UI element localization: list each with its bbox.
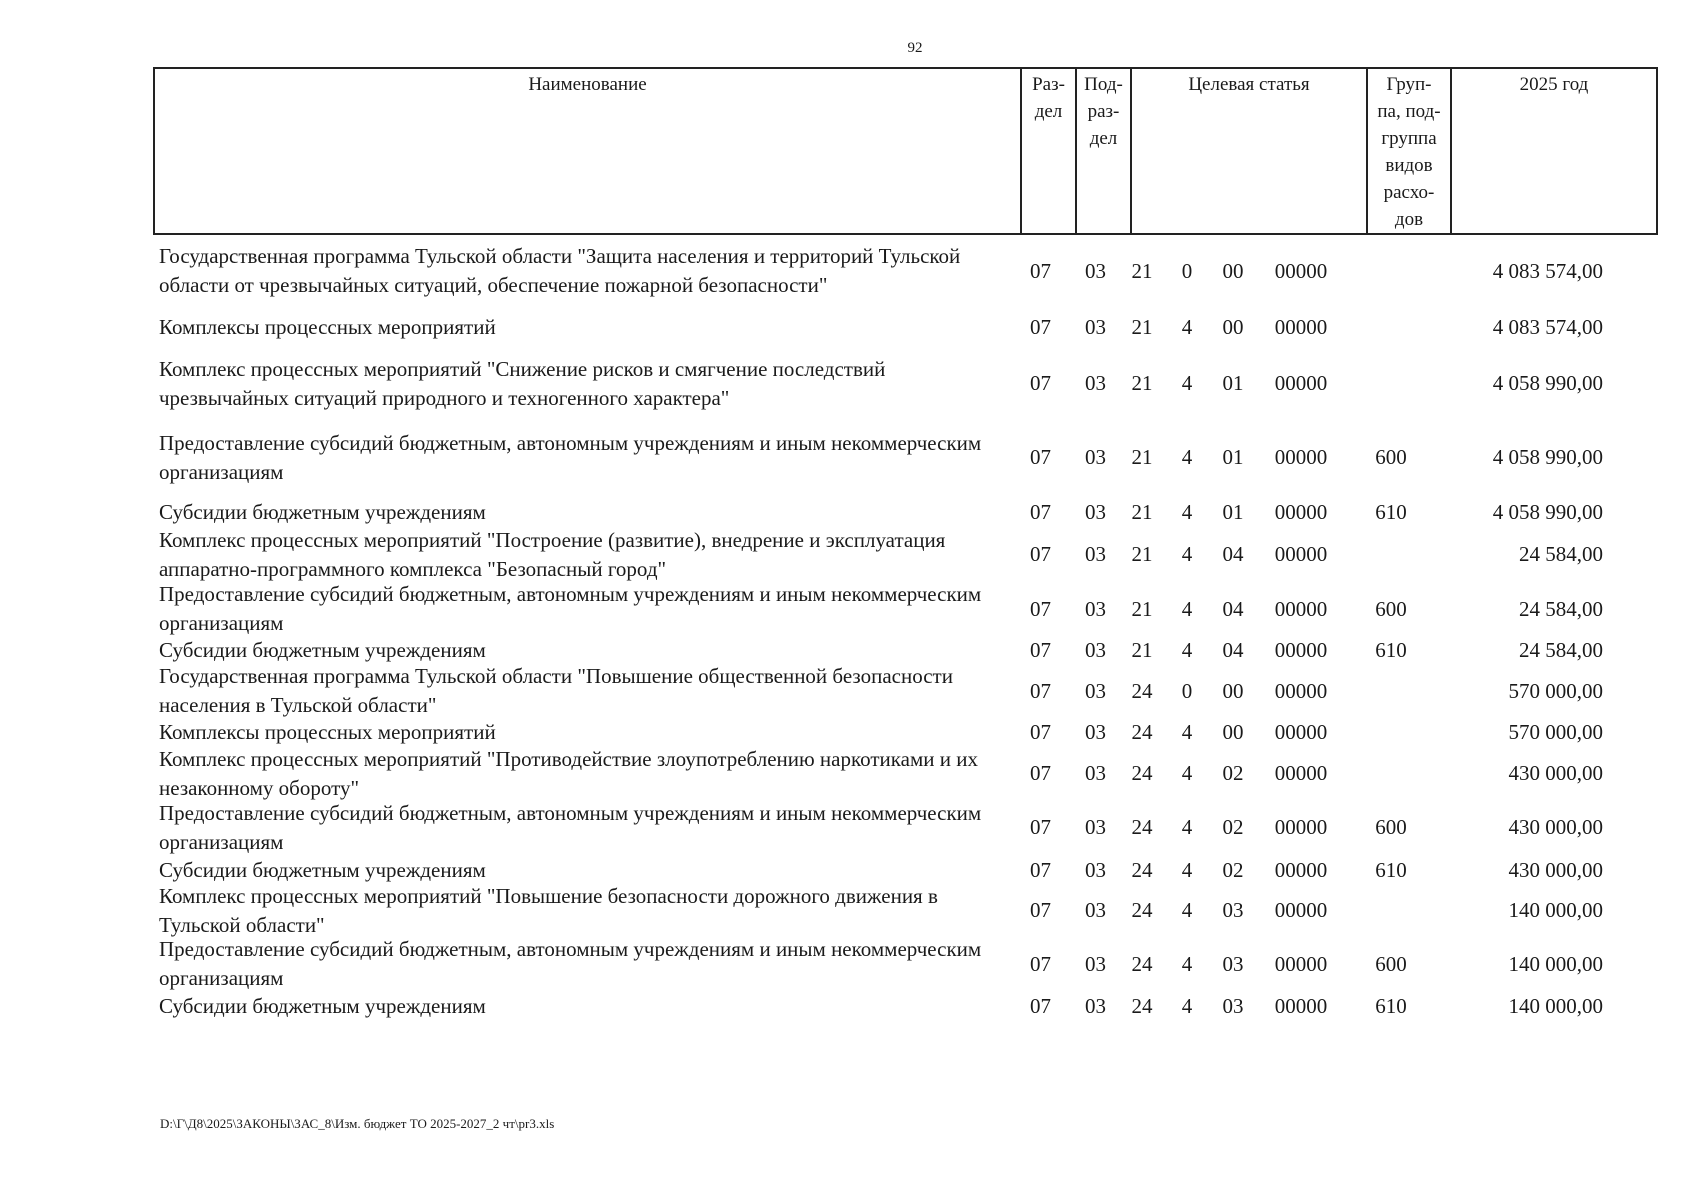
cell-name: Предоставление субсидий бюджетным, автономным учреждениям и иным некоммерческим организациям xyxy=(159,800,982,854)
cell-amount: 4 058 990,00 xyxy=(1492,371,1603,395)
header-name: Наименование xyxy=(154,68,1021,234)
cell-target-type: 4 xyxy=(1181,596,1193,621)
cell-expense-group: 610 xyxy=(1375,499,1407,524)
cell-target-subtype: 00 xyxy=(1222,258,1244,283)
cell-target-type: 4 xyxy=(1181,994,1193,1018)
cell-target-program: 24 xyxy=(1131,815,1153,839)
cell-target-direction: 00000 xyxy=(1274,719,1328,744)
cell-name: Субсидии бюджетным учреждениям xyxy=(159,994,486,1018)
cell-amount: 24 584,00 xyxy=(1519,638,1603,662)
cell-amount: 4 058 990,00 xyxy=(1492,499,1603,524)
cell-target-direction: 00000 xyxy=(1274,951,1328,976)
table-row xyxy=(153,992,1653,1021)
cell-target-type: 4 xyxy=(1181,761,1193,785)
cell-target-program: 24 xyxy=(1131,678,1153,703)
cell-target-type: 0 xyxy=(1181,678,1193,703)
cell-amount: 24 584,00 xyxy=(1519,542,1603,566)
header-razdel: Раз- дел xyxy=(1021,68,1076,234)
table-row xyxy=(153,349,1653,418)
cell-razdel: 07 xyxy=(1030,445,1051,469)
cell-podrazdel: 03 xyxy=(1085,596,1106,621)
cell-amount: 570 000,00 xyxy=(1508,678,1603,703)
cell-target-subtype: 01 xyxy=(1222,371,1244,395)
cell-target-type: 0 xyxy=(1181,258,1193,283)
cell-amount: 4 083 574,00 xyxy=(1492,258,1603,283)
cell-amount: 570 000,00 xyxy=(1508,719,1603,744)
cell-expense-group: 610 xyxy=(1375,638,1407,662)
cell-amount: 430 000,00 xyxy=(1508,815,1603,839)
cell-target-direction: 00000 xyxy=(1274,857,1328,882)
cell-target-subtype: 02 xyxy=(1222,857,1244,882)
cell-razdel: 07 xyxy=(1030,542,1051,566)
cell-target-direction: 00000 xyxy=(1274,678,1328,703)
cell-target-program: 24 xyxy=(1131,994,1153,1018)
cell-razdel: 07 xyxy=(1030,857,1051,882)
cell-razdel: 07 xyxy=(1030,258,1051,283)
cell-amount: 140 000,00 xyxy=(1508,898,1603,922)
cell-razdel: 07 xyxy=(1030,719,1051,744)
cell-name: Государственная программа Тульской области "Повышение общественной безопасности населения в Тульской области" xyxy=(159,664,953,717)
cell-target-subtype: 04 xyxy=(1222,542,1244,566)
cell-target-direction: 00000 xyxy=(1274,761,1328,785)
cell-target-type: 4 xyxy=(1181,371,1193,395)
cell-target-direction: 00000 xyxy=(1274,994,1328,1018)
cell-name: Комплекс процессных мероприятий "Противодействие злоупотреблению наркотиками и их незаконному обороту" xyxy=(159,746,978,800)
table-body xyxy=(153,236,1653,1021)
cell-target-subtype: 02 xyxy=(1222,815,1244,839)
table-row xyxy=(153,747,1653,800)
cell-target-program: 24 xyxy=(1131,857,1153,882)
cell-amount: 140 000,00 xyxy=(1508,951,1603,976)
cell-podrazdel: 03 xyxy=(1085,499,1106,524)
cell-razdel: 07 xyxy=(1030,638,1051,662)
cell-razdel: 07 xyxy=(1030,898,1051,922)
cell-target-direction: 00000 xyxy=(1274,815,1328,839)
cell-expense-group: 600 xyxy=(1375,596,1407,621)
cell-podrazdel: 03 xyxy=(1085,898,1106,922)
cell-target-direction: 00000 xyxy=(1274,898,1328,922)
cell-target-program: 24 xyxy=(1131,719,1153,744)
table-row xyxy=(153,665,1653,717)
cell-amount: 24 584,00 xyxy=(1519,596,1603,621)
cell-target-direction: 00000 xyxy=(1274,315,1328,339)
cell-target-program: 21 xyxy=(1131,371,1153,395)
table-row xyxy=(153,936,1653,992)
header-year: 2025 год xyxy=(1451,68,1657,234)
cell-target-subtype: 03 xyxy=(1222,994,1244,1018)
cell-target-type: 4 xyxy=(1181,719,1193,744)
cell-name: Комплекс процессных мероприятий "Повышение безопасности дорожного движения в Тульской области" xyxy=(159,883,938,937)
cell-name: Комплекс процессных мероприятий "Снижение рисков и смягчение последствий чрезвычайных ситуаций природного и техногенного характера" xyxy=(159,356,886,410)
cell-name: Государственная программа Тульской области "Защита населения и территорий Тульской области от чрезвычайных ситуаций, обеспечение пожарной безопасности" xyxy=(159,244,961,297)
cell-target-type: 4 xyxy=(1181,445,1193,469)
cell-podrazdel: 03 xyxy=(1085,371,1106,395)
cell-podrazdel: 03 xyxy=(1085,761,1106,785)
cell-amount: 140 000,00 xyxy=(1508,994,1603,1018)
table-row xyxy=(153,636,1653,665)
cell-expense-group: 610 xyxy=(1375,994,1407,1018)
cell-razdel: 07 xyxy=(1030,596,1051,621)
cell-target-program: 24 xyxy=(1131,898,1153,922)
cell-razdel: 07 xyxy=(1030,499,1051,524)
cell-target-subtype: 03 xyxy=(1222,898,1244,922)
cell-podrazdel: 03 xyxy=(1085,258,1106,283)
cell-target-program: 21 xyxy=(1131,499,1153,524)
cell-razdel: 07 xyxy=(1030,761,1051,785)
cell-target-type: 4 xyxy=(1181,315,1193,339)
cell-name: Субсидии бюджетным учреждениям xyxy=(159,499,486,524)
cell-razdel: 07 xyxy=(1030,371,1051,395)
cell-name: Комплекс процессных мероприятий "Построение (развитие), внедрение и эксплуатация аппаратно-программного комплекса "Безопасный город" xyxy=(159,527,946,581)
cell-target-subtype: 01 xyxy=(1222,445,1244,469)
cell-target-direction: 00000 xyxy=(1274,445,1328,469)
table-header xyxy=(153,67,1658,235)
cell-amount: 4 083 574,00 xyxy=(1492,315,1603,339)
table-row xyxy=(153,582,1653,636)
table-row xyxy=(153,497,1653,527)
table-row xyxy=(153,800,1653,855)
header-gruppa: Груп- па, под- группа видов расхо- дов xyxy=(1367,68,1451,234)
table-row xyxy=(153,855,1653,885)
cell-target-program: 21 xyxy=(1131,315,1153,339)
cell-target-subtype: 04 xyxy=(1222,596,1244,621)
cell-name: Субсидии бюджетным учреждениям xyxy=(159,857,486,882)
cell-target-direction: 00000 xyxy=(1274,499,1328,524)
cell-razdel: 07 xyxy=(1030,678,1051,703)
header-celevaya-statya: Целевая статья xyxy=(1131,68,1367,234)
cell-target-subtype: 03 xyxy=(1222,951,1244,976)
cell-podrazdel: 03 xyxy=(1085,315,1106,339)
cell-target-subtype: 00 xyxy=(1222,315,1244,339)
cell-target-direction: 00000 xyxy=(1274,258,1328,283)
cell-podrazdel: 03 xyxy=(1085,542,1106,566)
cell-target-type: 4 xyxy=(1181,638,1193,662)
cell-target-subtype: 00 xyxy=(1222,678,1244,703)
table-row xyxy=(153,418,1653,497)
cell-target-subtype: 04 xyxy=(1222,638,1244,662)
cell-name: Предоставление субсидий бюджетным, автономным учреждениям и иным некоммерческим организациям xyxy=(159,430,982,484)
cell-expense-group: 600 xyxy=(1375,951,1407,976)
cell-podrazdel: 03 xyxy=(1085,445,1106,469)
cell-target-program: 21 xyxy=(1131,638,1153,662)
cell-name: Субсидии бюджетным учреждениям xyxy=(159,638,486,662)
cell-podrazdel: 03 xyxy=(1085,815,1106,839)
cell-target-direction: 00000 xyxy=(1274,371,1328,395)
table-row xyxy=(153,236,1653,306)
cell-expense-group: 600 xyxy=(1375,445,1407,469)
cell-target-program: 21 xyxy=(1131,596,1153,621)
cell-podrazdel: 03 xyxy=(1085,719,1106,744)
cell-podrazdel: 03 xyxy=(1085,638,1106,662)
cell-target-type: 4 xyxy=(1181,857,1193,882)
cell-target-subtype: 01 xyxy=(1222,499,1244,524)
page-number: 92 xyxy=(907,40,923,56)
cell-target-program: 21 xyxy=(1131,445,1153,469)
cell-name: Предоставление субсидий бюджетным, автономным учреждениям и иным некоммерческим организациям xyxy=(159,937,982,990)
cell-expense-group: 610 xyxy=(1375,857,1407,882)
cell-target-direction: 00000 xyxy=(1274,542,1328,566)
cell-target-direction: 00000 xyxy=(1274,596,1328,621)
cell-podrazdel: 03 xyxy=(1085,857,1106,882)
cell-expense-group: 600 xyxy=(1375,815,1407,839)
cell-podrazdel: 03 xyxy=(1085,678,1106,703)
table-row xyxy=(153,527,1653,582)
cell-razdel: 07 xyxy=(1030,815,1051,839)
cell-amount: 430 000,00 xyxy=(1508,857,1603,882)
cell-name: Предоставление субсидий бюджетным, автономным учреждениям и иным некоммерческим организациям xyxy=(159,582,982,635)
cell-razdel: 07 xyxy=(1030,994,1051,1018)
table-row xyxy=(153,717,1653,747)
cell-amount: 4 058 990,00 xyxy=(1492,445,1603,469)
cell-target-type: 4 xyxy=(1181,542,1193,566)
cell-target-direction: 00000 xyxy=(1274,638,1328,662)
cell-target-type: 4 xyxy=(1181,815,1193,839)
cell-target-type: 4 xyxy=(1181,499,1193,524)
cell-name: Комплексы процессных мероприятий xyxy=(159,315,496,339)
cell-target-type: 4 xyxy=(1181,951,1193,976)
cell-target-program: 24 xyxy=(1131,951,1153,976)
cell-target-subtype: 00 xyxy=(1222,719,1244,744)
cell-name: Комплексы процессных мероприятий xyxy=(159,719,496,744)
cell-target-type: 4 xyxy=(1181,898,1193,922)
table-row xyxy=(153,885,1653,936)
header-podrazdel: Под- раз- дел xyxy=(1076,68,1131,234)
cell-target-program: 21 xyxy=(1131,258,1153,283)
cell-podrazdel: 03 xyxy=(1085,951,1106,976)
cell-target-program: 21 xyxy=(1131,542,1153,566)
cell-target-subtype: 02 xyxy=(1222,761,1244,785)
cell-podrazdel: 03 xyxy=(1085,994,1106,1018)
cell-target-program: 24 xyxy=(1131,761,1153,785)
file-path: D:\Г\Д8\2025\ЗАКОНЫ\ЗАС_8\Изм. бюджет ТО 2025-2027_2 чт\pr3.xls xyxy=(160,1116,555,1131)
cell-razdel: 07 xyxy=(1030,951,1051,976)
cell-amount: 430 000,00 xyxy=(1508,761,1603,785)
table-row xyxy=(153,306,1653,349)
cell-razdel: 07 xyxy=(1030,315,1051,339)
